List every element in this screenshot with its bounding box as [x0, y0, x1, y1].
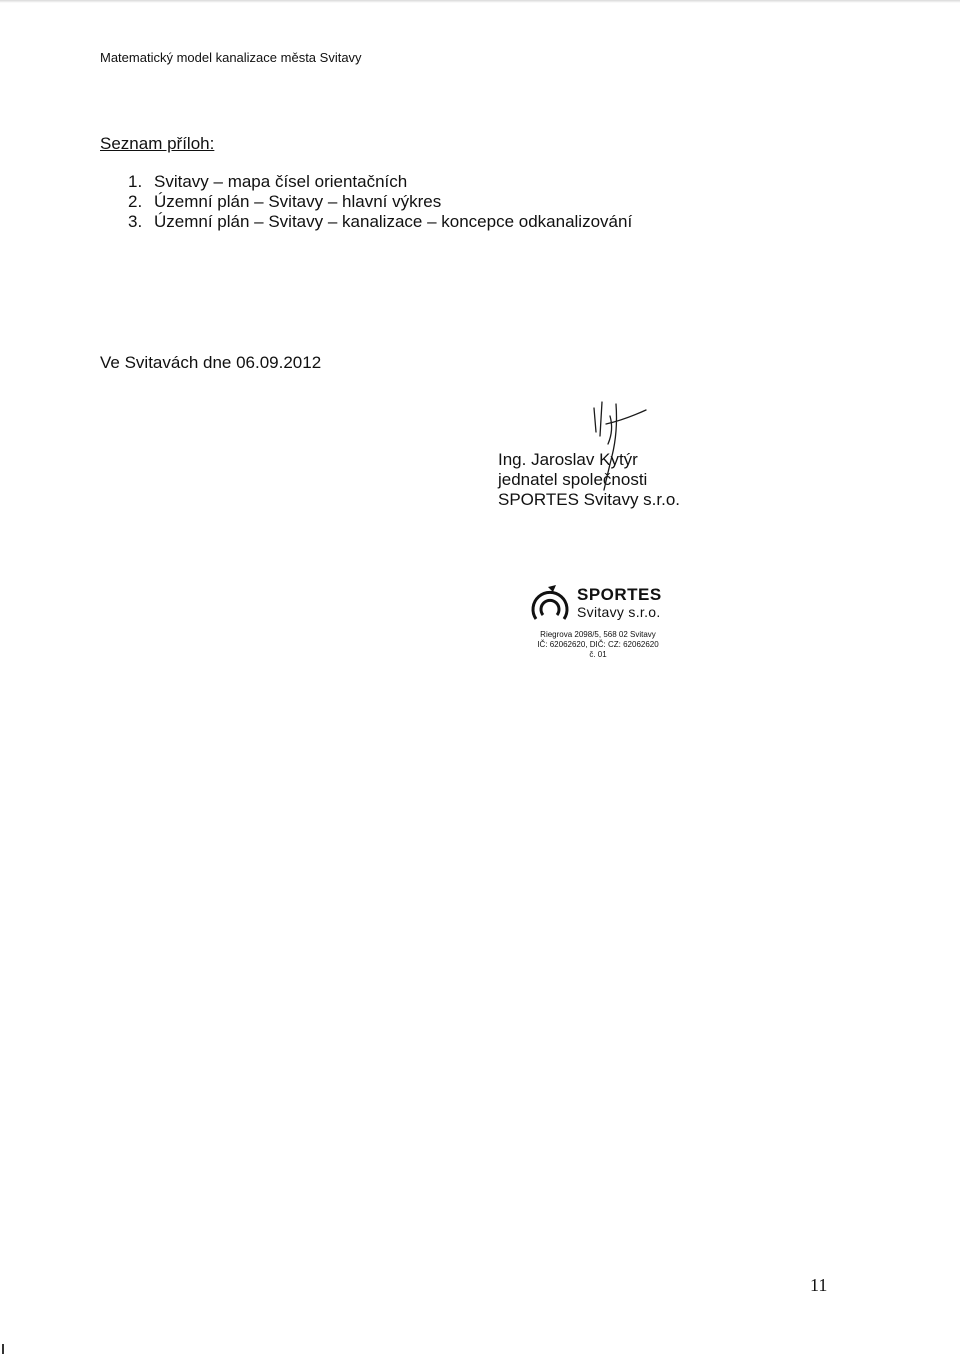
page-scan-edge: [0, 0, 960, 3]
company-stamp: [518, 580, 678, 680]
signatory-role: jednatel společnosti: [498, 470, 648, 489]
stamp-company-name: SPORTES: [577, 585, 662, 604]
handwritten-signature: [584, 396, 648, 492]
list-item: [128, 192, 632, 212]
list-item-text: Územní plán – Svitavy – hlavní výkres: [154, 192, 442, 211]
attachments-heading: Seznam příloh:: [100, 134, 215, 153]
page-number: 11: [810, 1275, 828, 1295]
scan-artifact: [2, 1344, 4, 1354]
place-and-date: Ve Svitavách dne 06.09.2012: [100, 353, 322, 372]
list-item-number: 2.: [128, 192, 143, 211]
sportes-logo-icon: [526, 583, 574, 627]
list-item-text: Svitavy – mapa čísel orientačních: [154, 172, 408, 191]
stamp-company-subtitle: Svitavy s.r.o.: [577, 604, 661, 620]
list-item: [128, 172, 632, 192]
stamp-number: č. 01: [589, 650, 607, 659]
list-item-number: 1.: [128, 172, 143, 191]
list-item-text: Územní plán – Svitavy – kanalizace – koncepce odkanalizování: [154, 212, 633, 231]
list-item: [128, 212, 632, 232]
document-header-title: Matematický model kanalizace města Svitavy: [100, 50, 362, 65]
attachments-list: [128, 172, 632, 232]
stamp-ids: IČ: 62062620, DIČ: CZ: 62062620: [537, 640, 659, 649]
stamp-address: Riegrova 2098/5, 568 02 Svitavy: [540, 630, 656, 639]
signatory-name: Ing. Jaroslav Kytýr: [498, 450, 638, 469]
list-item-number: 3.: [128, 212, 143, 231]
signatory-company: SPORTES Svitavy s.r.o.: [498, 490, 681, 509]
